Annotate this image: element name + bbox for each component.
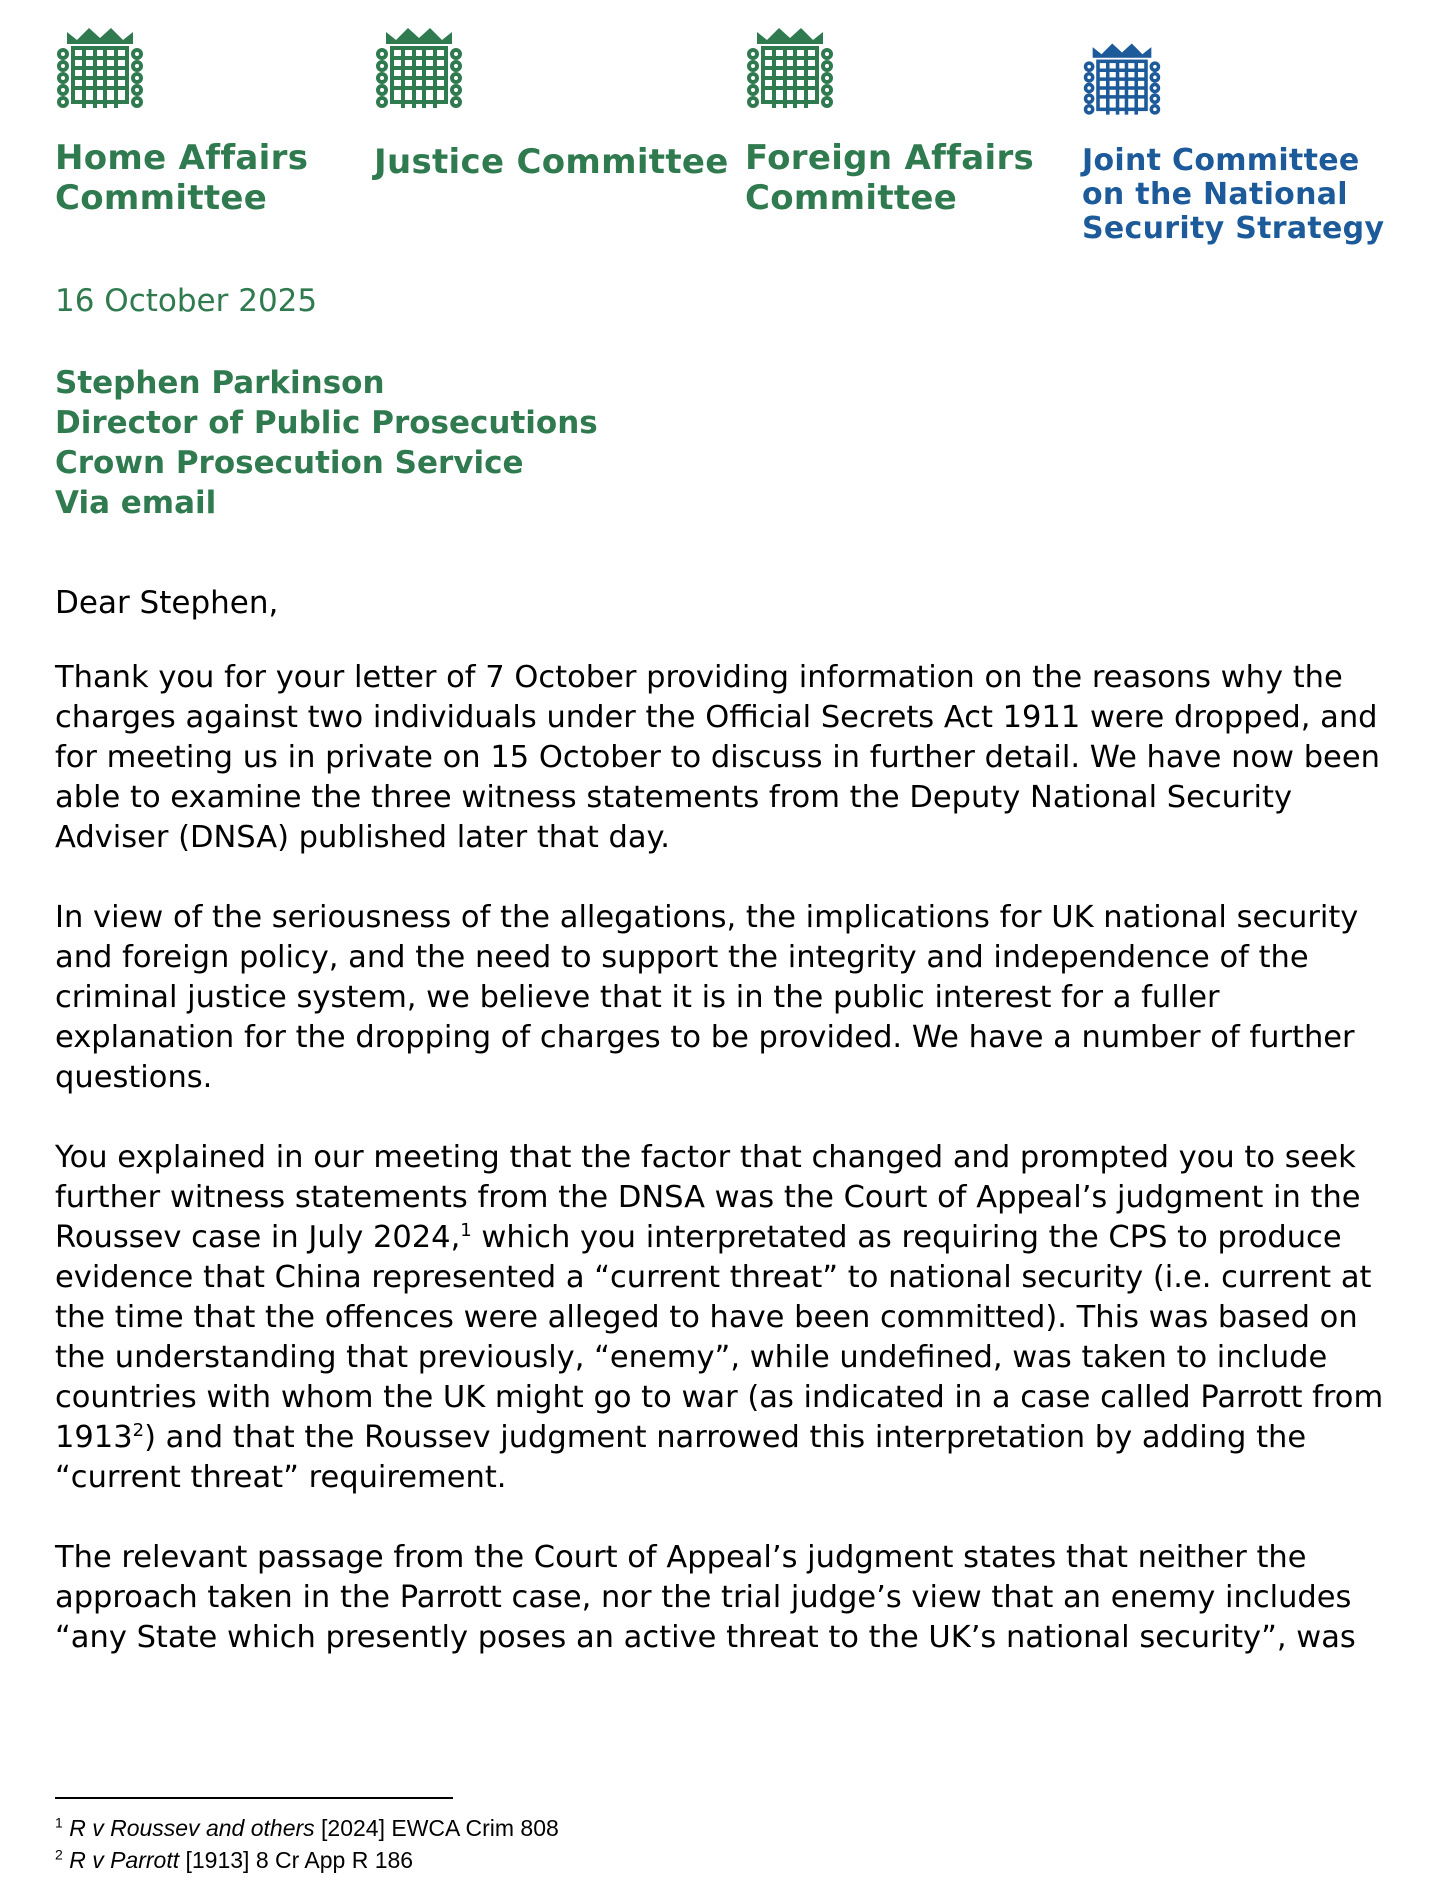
delivery-method: Via email [55, 485, 217, 521]
portcullis-icon [745, 22, 835, 116]
footnote-ref[interactable]: 2 [132, 1419, 145, 1441]
footnote-divider [55, 1797, 453, 1799]
foreign-affairs-logo [745, 22, 1034, 218]
committee-name: Foreign Affairs Committee [745, 138, 1035, 218]
footnote: $^1$ R v Roussev and others [2024] EWCA Crim 808 [55, 1814, 559, 1841]
justice-committee-logo [374, 22, 729, 182]
committee-name: Home Affairs Committee [55, 138, 309, 218]
letterhead [0, 22, 1444, 262]
footnote: $^2$ R v Parrott [1913] 8 Cr App R 186 [55, 1846, 414, 1873]
portcullis-icon [374, 22, 464, 116]
paragraph: You explained in our meeting that the factor that changed and prompted you to seek further witness statements from the DNSA was the Court of Appeal’s judgment in the Roussev case in July 2024,$^1$ which you interpretated as requiring the CPS to produce evidence that China represented a “current threat” to national security (i.e. current at the time that the offences were alleged to have been committed). This was based on the understanding that previously, “enemy”, while undefined, was taken to include countries with whom the UK might go to war (as indicated in a case called Parrott from 1913$^2$) and that the Roussev judgment narrowed this interpretation by adding the “current threat” requirement. [55, 1140, 1384, 1495]
recipient-name: Stephen Parkinson [55, 365, 385, 401]
letter-body [55, 658, 1395, 1698]
paragraph: Thank you for your letter of 7 October providing information on the reasons why the charges against two individuals under the Official Secrets Act 1911 were dropped, and for meeting us in private on 15 October to discuss in further detail. We have now been able to examine the three witness statements from the Deputy National Security Adviser (DNSA) published later that day. [55, 660, 1380, 855]
joint-committee-logo [1082, 38, 1384, 246]
footnotes [55, 1812, 559, 1876]
home-affairs-logo [55, 22, 308, 218]
committee-name: Justice Committee [374, 142, 729, 182]
paragraph: In view of the seriousness of the allegations, the implications for UK national security and foreign policy, and the need to support the integrity and independence of the criminal justice system, we believe that it is in the public interest for a fuller explanation for the dropping of charges to be provided. We have a number of further questions. [55, 900, 1359, 1095]
footnote-ref[interactable]: 1 [460, 1219, 472, 1241]
salutation: Dear Stephen, [55, 585, 279, 621]
recipient-organisation: Crown Prosecution Service [55, 445, 524, 481]
portcullis-icon [55, 22, 145, 116]
committee-name: Joint Committee on the National Security Strategy [1082, 143, 1385, 246]
letter-date: 16 October 2025 [55, 283, 318, 319]
portcullis-icon [1082, 38, 1162, 122]
paragraph: The relevant passage from the Court of Appeal’s judgment states that neither the approach taken in the Parrott case, nor the trial judge’s view that an enemy includes “any State which presently poses an active threat to the UK’s national security”, was [55, 1540, 1356, 1655]
recipient-title: Director of Public Prosecutions [55, 405, 598, 441]
recipient-address [55, 363, 598, 523]
